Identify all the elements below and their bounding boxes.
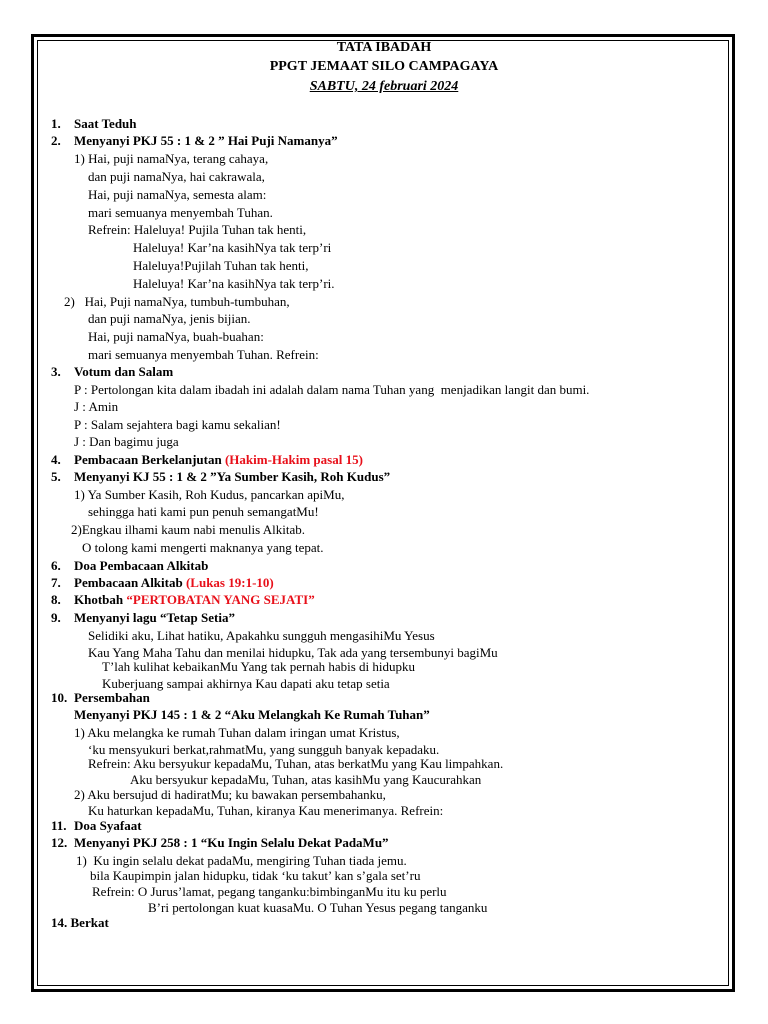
item-pembacaan-alkitab xyxy=(74,575,274,591)
item-number: 3. xyxy=(51,364,61,379)
lyric-line: 2)Engkau ilhami kaum nabi menulis Alkitab. xyxy=(71,522,305,537)
item-number: 5. xyxy=(51,469,61,484)
lyric-line: mari semuanya menyembah Tuhan. xyxy=(88,205,273,220)
item-number: 6. xyxy=(51,558,61,573)
lyric-line: Hai, puji namaNya, semesta alam: xyxy=(88,187,267,202)
liturgy-line: P : Pertolongan kita dalam ibadah ini adalah dalam nama Tuhan yang menjadikan langit dan bumi. xyxy=(74,382,590,397)
item-persembahan: Persembahan xyxy=(74,690,150,705)
item-menyanyi-pkj-55: Menyanyi PKJ 55 : 1 & 2 ” Hai Puji Namanya” xyxy=(74,133,338,148)
item-label: Khotbah xyxy=(74,592,124,607)
item-berkat: 14. Berkat xyxy=(51,915,109,930)
lyric-line: T’lah kulihat kebaikanMu Yang tak pernah habis di hidupku xyxy=(102,659,416,674)
lyric-line: 1) Ya Sumber Kasih, Roh Kudus, pancarkan apiMu, xyxy=(74,487,345,502)
lyric-line: dan puji namaNya, jenis bijian. xyxy=(88,311,251,326)
lyric-line: bila Kaupimpin jalan hidupku, tidak ‘ku takut’ kan s’gala set’ru xyxy=(90,868,421,883)
lyric-line: 2) Aku bersujud di hadiratMu; ku bawakan persembahanku, xyxy=(74,787,386,802)
lyric-line: mari semuanya menyembah Tuhan. Refrein: xyxy=(88,347,319,362)
item-number: 10. xyxy=(51,690,68,705)
refrain-line: Haleluya! Kar’na kasihNya tak terp’ri xyxy=(133,240,332,255)
scripture-reference: (Lukas 19:1-10) xyxy=(185,575,274,590)
refrain-line: Refrein: Haleluya! Pujila Tuhan tak henti, xyxy=(88,222,307,237)
liturgy-line: P : Salam sejahtera bagi kamu sekalian! xyxy=(74,417,281,432)
refrain-line: Refrein: O Jurus’lamat, pegang tanganku:bimbinganMu itu ku perlu xyxy=(92,884,447,899)
item-menyanyi-pkj-145: Menyanyi PKJ 145 : 1 & 2 “Aku Melangkah Ke Rumah Tuhan” xyxy=(74,707,430,722)
lyric-line: 1) Hai, puji namaNya, terang cahaya, xyxy=(74,151,269,166)
liturgy-line: J : Amin xyxy=(74,399,119,414)
refrain-line: Aku bersyukur kepadaMu, Tuhan, atas kasihMu yang Kaucurahkan xyxy=(130,772,482,787)
refrain-line: Haleluya!Pujilah Tuhan tak henti, xyxy=(133,258,309,273)
sermon-title: “PERTOBATAN YANG SEJATI” xyxy=(126,592,315,607)
item-number: 12. xyxy=(51,835,68,850)
doc-subtitle: PPGT JEMAAT SILO CAMPAGAYA xyxy=(269,59,499,74)
item-number: 7. xyxy=(51,575,61,590)
lyric-line: dan puji namaNya, hai cakrawala, xyxy=(88,169,265,184)
doc-date: SABTU, 24 februari 2024 xyxy=(309,79,459,94)
item-number: 4. xyxy=(51,452,61,467)
liturgy-line: J : Dan bagimu juga xyxy=(74,434,179,449)
item-doa-syafaat: Doa Syafaat xyxy=(74,818,142,833)
item-menyanyi-tetap-setia: Menyanyi lagu “Tetap Setia” xyxy=(74,610,235,625)
item-number: 9. xyxy=(51,610,61,625)
item-number: 11. xyxy=(51,818,67,833)
item-pembacaan-berkelanjutan xyxy=(74,452,363,468)
lyric-line: Kuberjuang sampai akhirnya Kau dapati aku tetap setia xyxy=(102,676,390,691)
doc-title: TATA IBADAH xyxy=(336,40,432,52)
item-menyanyi-pkj-258: Menyanyi PKJ 258 : 1 “Ku Ingin Selalu Dekat PadaMu” xyxy=(74,835,389,850)
lyric-line: Ku haturkan kepadaMu, Tuhan, kiranya Kau menerimanya. Refrein: xyxy=(88,803,444,818)
item-number: 1. xyxy=(51,116,61,131)
item-votum-dan-salam: Votum dan Salam xyxy=(74,364,174,379)
lyric-line: Kau Yang Maha Tahu dan menilai hidupku, Tak ada yang tersembunyi bagiMu xyxy=(88,645,498,660)
refrain-line: Haleluya! Kar’na kasihNya tak terp’ri. xyxy=(133,276,335,291)
lyric-line: sehingga hati kami pun penuh semangatMu! xyxy=(88,504,319,519)
item-number: 2. xyxy=(51,133,61,148)
item-khotbah xyxy=(74,592,315,608)
lyric-line: O tolong kami mengerti maknanya yang tepat. xyxy=(82,540,324,555)
lyric-line: 1) Ku ingin selalu dekat padaMu, mengiring Tuhan tiada jemu. xyxy=(76,853,407,868)
item-label: Pembacaan Berkelanjutan xyxy=(74,452,222,467)
lyric-line: Selidiki aku, Lihat hatiku, Apakahku sungguh mengasihiMu Yesus xyxy=(88,628,435,643)
refrain-line: B’ri pertolongan kuat kuasaMu. O Tuhan Yesus pegang tanganku xyxy=(148,900,488,915)
item-number: 8. xyxy=(51,592,61,607)
lyric-line: 1) Aku melangka ke rumah Tuhan dalam iringan umat Kristus, xyxy=(74,725,400,740)
item-saat-teduh: Saat Teduh xyxy=(74,116,137,131)
lyric-line: 2) Hai, Puji namaNya, tumbuh-tumbuhan, xyxy=(64,294,290,309)
lyric-line: Hai, puji namaNya, buah-buahan: xyxy=(88,329,264,344)
scripture-reference: (Hakim-Hakim pasal 15) xyxy=(224,452,363,467)
refrain-line: Refrein: Aku bersyukur kepadaMu, Tuhan, atas berkatMu yang Kau limpahkan. xyxy=(88,756,504,771)
item-label: Pembacaan Alkitab xyxy=(74,575,183,590)
item-doa-pembacaan-alkitab: Doa Pembacaan Alkitab xyxy=(74,558,209,573)
item-menyanyi-kj-55: Menyanyi KJ 55 : 1 & 2 ”Ya Sumber Kasih, Roh Kudus” xyxy=(74,469,391,484)
lyric-line: ‘ku mensyukuri berkat,rahmatMu, yang sungguh banyak kepadaku. xyxy=(88,742,440,757)
